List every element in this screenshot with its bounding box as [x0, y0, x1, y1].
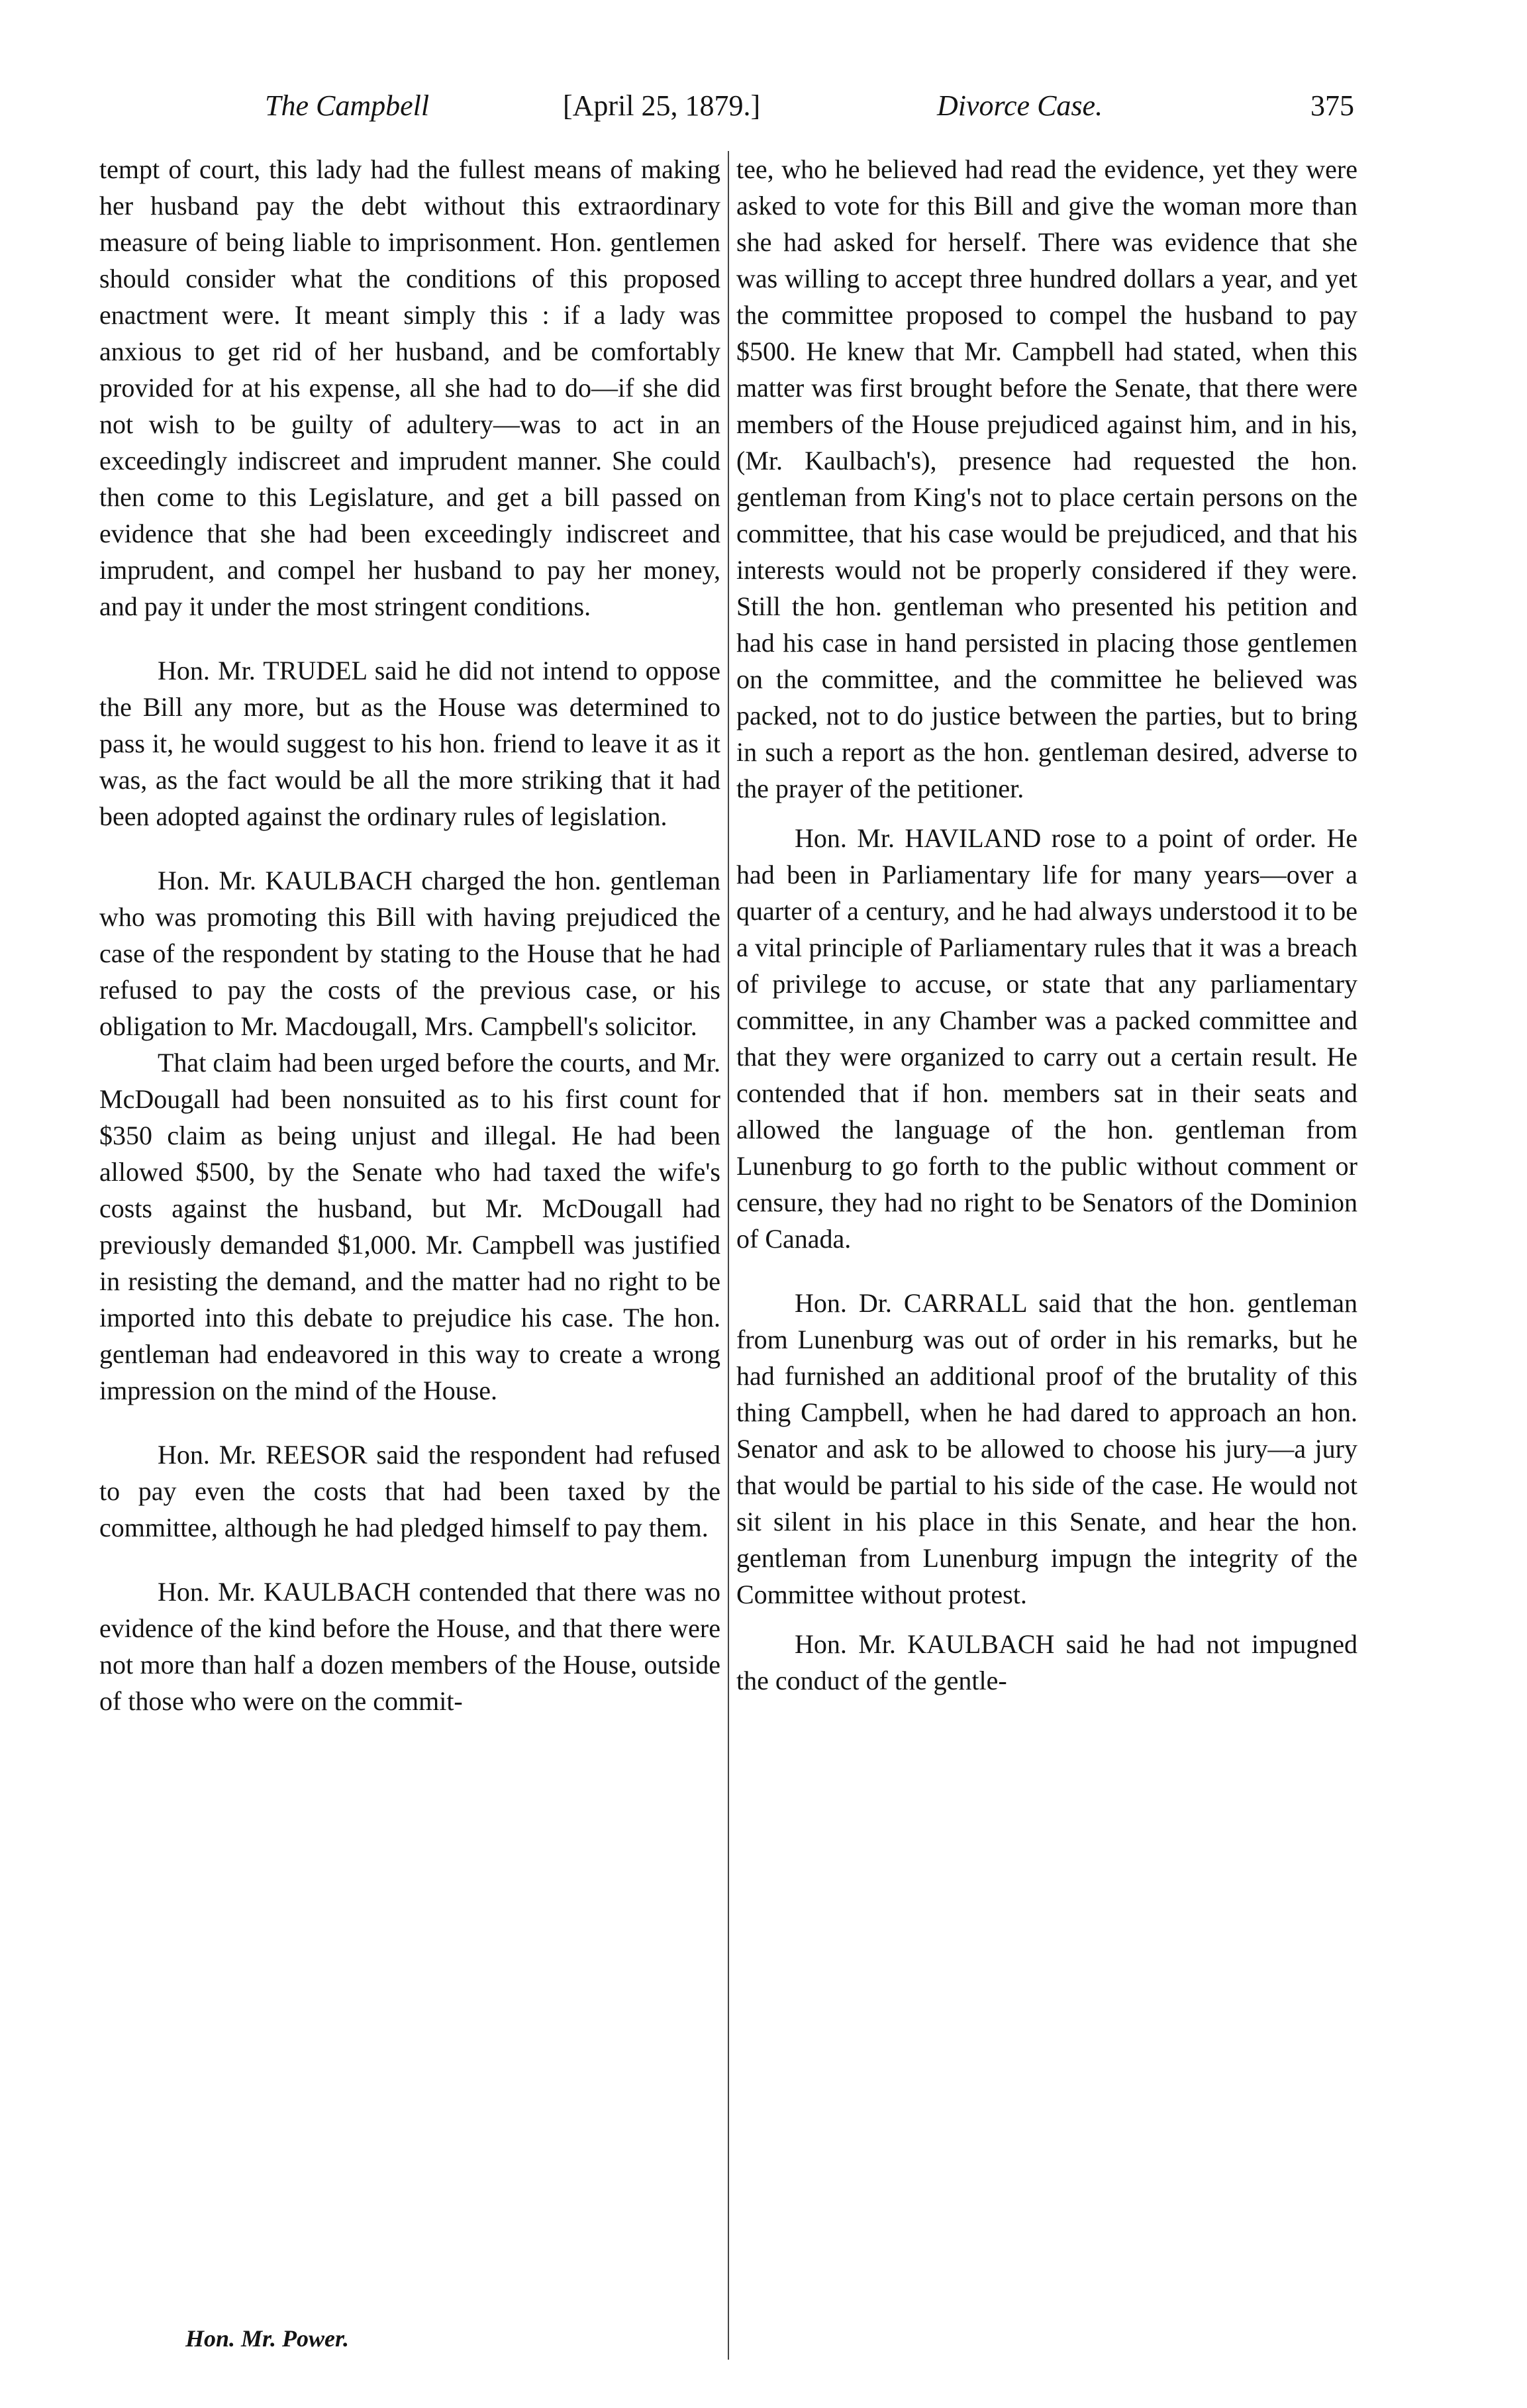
- paragraph-haviland: Hon. Mr. HAVILAND rose to a point of order. He had been in Parliamentary life for many years—over a quarter of a century, and he had always understood it to be a vital principle of Parliamentary rules that it was a breach of privilege to accuse, or state that any parliamentary committee, in any Chamber was a packed committee and that they were organized to carry out a certain result. He contended that if hon. members sat in their seats and allowed the language of the hon. gentleman from Lunenburg to go forth to the public without comment or censure, they had no right to be Senators of the Dominion of Canada.: [736, 823, 1357, 1254]
- running-header: [99, 78, 1354, 134]
- paragraph-kaulbach-charge: Hon. Mr. KAULBACH charged the hon. gentleman who was promoting this Bill with having prejudiced the case of the respondent by stating to the House that he had refused to pay the costs of the previous case, or his obligation to Mr. Macdougall, Mrs. Campbell's solicitor.: [99, 866, 720, 1041]
- header-case-title: The Campbell: [265, 89, 430, 122]
- paragraph-trudel: Hon. Mr. TRUDEL said he did not intend to oppose the Bill any more, but as the House was determined to pass it, he would suggest to his hon. friend to leave it as it was, as the fact would be all the more striking that it had been adopted against the ordinary rules of legislation.: [99, 656, 720, 831]
- right-column: [736, 151, 1357, 1699]
- page-number: 375: [1310, 89, 1354, 122]
- paragraph-kaulbach-said: Hon. Mr. KAULBACH said he had not impugned the conduct of the gentle-: [736, 1629, 1357, 1695]
- next-speaker-note: Hon. Mr. Power.: [185, 2325, 350, 2352]
- paragraph-reesor: Hon. Mr. REESOR said the respondent had refused to pay even the costs that had been taxed by the committee, although he had pledged himself to pay them.: [99, 1440, 720, 1542]
- header-date: [April 25, 1879.]: [563, 89, 761, 122]
- paragraph-carrall: Hon. Dr. CARRALL said that the hon. gentleman from Lunenburg was out of order in his remarks, but he had furnished an additional proof of the brutality of this thing Campbell, when he had dared to approach an hon. Senator and ask to be allowed to choose his jury—a jury that would be partial to his side of the case. He would not sit silent in his place in this Senate, and hear the hon. gentleman from Lunenburg impugn the integrity of the Committee without protest.: [736, 1288, 1357, 1609]
- paragraph-continuation-right: tee, who he believed had read the evidence, yet they were asked to vote for this Bill and give the woman more than she had asked for herself. There was evidence that she was willing to accept three hundred dollars a year, and yet the committee proposed to compel the husband to pay $500. He knew that Mr. Campbell had stated, when this matter was first brought before the Senate, that there were members of the House prejudiced against him, and in his, (Mr. Kaulbach's), presence had requested the hon. gentleman from King's not to place certain persons on the committee, that his case would be prejudiced, and that his interests would not be properly considered if they were. Still the hon. gentleman who presented his petition and had his case in hand persisted in placing those gentlemen on the committee, and the committee he believed was packed, not to do justice between the parties, but to bring in such a report as the hon. gentleman desired, adverse to the prayer of the petitioner.: [736, 154, 1357, 803]
- left-column: [99, 151, 720, 1719]
- column-divider: [728, 151, 729, 2360]
- paragraph-continuation: tempt of court, this lady had the fullest means of making her husband pay the debt without this extraordinary measure of being liable to imprisonment. Hon. gentlemen should consider what the conditions of this proposed enactment were. It meant simply this : if a lady was anxious to get rid of her husband, and be comfortably provided for at his expense, all she had to do—if she did not wish to be guilty of adultery—was to act in an exceedingly indiscreet and imprudent manner. She could then come to this Legislature, and get a bill passed on evidence that she had been exceedingly indiscreet and imprudent, and compel her husband to pay her money, and pay it under the most stringent conditions.: [99, 154, 720, 621]
- header-case-type: Divorce Case.: [937, 89, 1103, 122]
- paragraph-claim: That claim had been urged before the courts, and Mr. McDougall had been nonsuited as to his first count for $350 claim as being unjust and illegal. He had been allowed $500, by the Senate who had taxed the wife's costs against the husband, but Mr. McDougall had previously demanded $1,000. Mr. Campbell was justified in resisting the demand, and the matter had no right to be imported into this debate to prejudice his case. The hon. gentleman had endeavored in this way to create a wrong impression on the mind of the House.: [99, 1048, 720, 1405]
- paragraph-kaulbach-contended: Hon. Mr. KAULBACH contended that there was no evidence of the kind before the House, and that there were not more than half a dozen members of the House, outside of those who were on the commit-: [99, 1577, 720, 1716]
